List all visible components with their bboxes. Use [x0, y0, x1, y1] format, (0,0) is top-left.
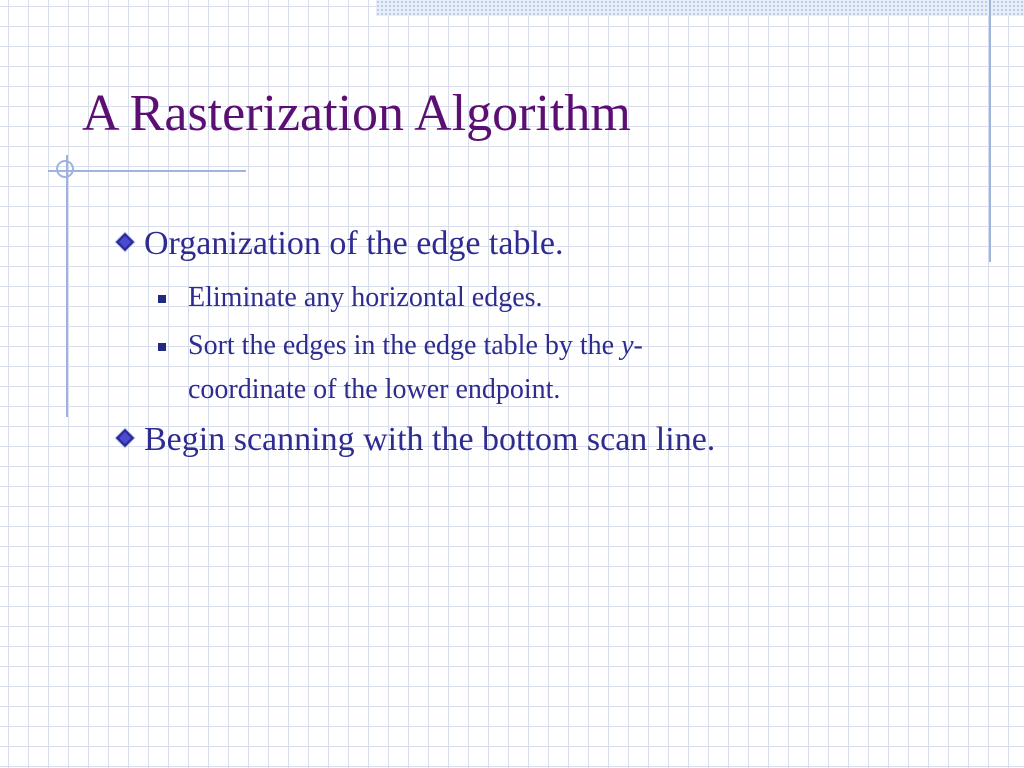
- bullet-text: Begin scanning with the bottom scan line.: [144, 421, 716, 458]
- diamond-bullet-icon: [114, 427, 136, 449]
- slide-body: [108, 222, 948, 472]
- bullet-item: [108, 222, 948, 266]
- square-bullet-icon: [158, 295, 166, 303]
- sub-bullet-item: [108, 324, 948, 412]
- sub-bullet-text: Sort the edges in the edge table by the: [188, 330, 622, 361]
- sub-bullet-italic-y: y: [621, 330, 634, 361]
- corner-circle-ornament: [56, 160, 74, 178]
- top-decorative-band: [376, 0, 1024, 16]
- square-bullet-icon: [158, 343, 166, 351]
- sub-bullet-text: Eliminate any horizontal edges.: [188, 282, 543, 313]
- slide-title: A Rasterization Algorithm: [82, 85, 631, 142]
- right-decorative-rule: [989, 0, 991, 262]
- left-decorative-rule: [66, 155, 68, 417]
- title-underline-rule: [48, 170, 246, 172]
- bullet-text: Organization of the edge table.: [144, 225, 564, 262]
- sub-bullet-item: [108, 276, 948, 320]
- diamond-bullet-icon: [114, 231, 136, 253]
- sub-bullet-continuation: coordinate of the lower endpoint.: [188, 374, 561, 405]
- sub-bullet-hyphen: -: [633, 330, 643, 361]
- bullet-item: [108, 418, 948, 462]
